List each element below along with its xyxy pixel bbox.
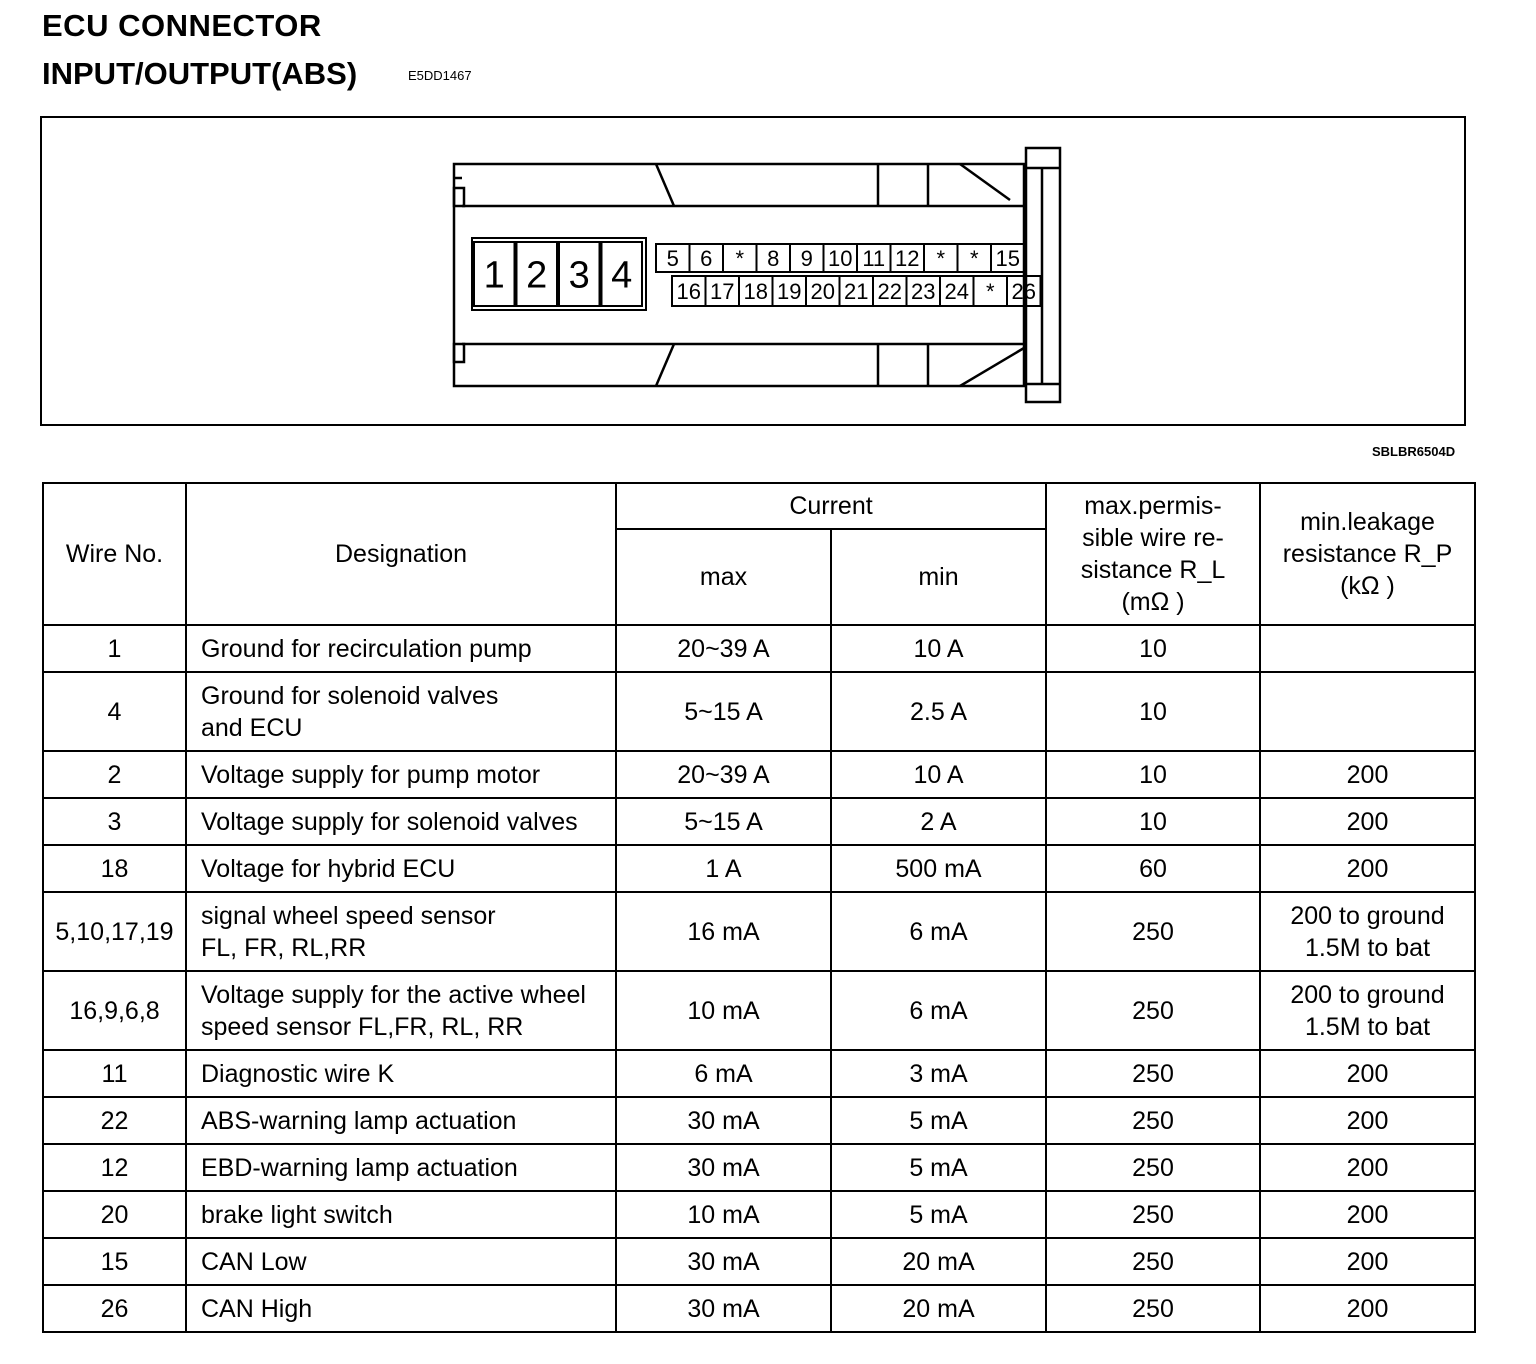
cell-wire-no: 4 xyxy=(43,672,186,751)
cell-current-min: 2.5 A xyxy=(831,672,1046,751)
cell-designation xyxy=(186,672,616,751)
cell-designation-line: EBD-warning lamp actuation xyxy=(201,1153,518,1182)
cell-leakage-line: 200 to ground xyxy=(1290,901,1445,930)
table-row xyxy=(43,1097,1475,1144)
cell-current-min: 20 mA xyxy=(831,1238,1046,1285)
table-row xyxy=(43,1050,1475,1097)
pin-bottom: 21 xyxy=(844,278,869,304)
cell-leakage-line: 200 xyxy=(1346,1153,1389,1182)
cell-leakage xyxy=(1260,1285,1475,1332)
header-leakage-line: resistance R_P xyxy=(1282,540,1453,568)
table-row xyxy=(43,1191,1475,1238)
cell-designation-line: Voltage for hybrid ECU xyxy=(201,854,456,883)
cell-current-min: 5 mA xyxy=(831,1144,1046,1191)
table-row xyxy=(43,751,1475,798)
cell-designation-line: ABS-warning lamp actuation xyxy=(201,1106,517,1135)
header-resistance xyxy=(1046,483,1260,625)
table-row xyxy=(43,1285,1475,1332)
pin-top: * xyxy=(936,245,946,271)
cell-leakage xyxy=(1260,971,1475,1050)
cell-leakage-line: 200 xyxy=(1346,1200,1389,1229)
pin-top: * xyxy=(735,245,745,271)
cell-designation xyxy=(186,1285,616,1332)
cell-current-max: 10 mA xyxy=(616,1191,831,1238)
table-row xyxy=(43,798,1475,845)
cell-resistance: 10 xyxy=(1046,751,1260,798)
cell-leakage xyxy=(1260,1097,1475,1144)
pin-top: 12 xyxy=(895,245,920,271)
connector-diagram xyxy=(42,118,1468,428)
cell-current-min: 10 A xyxy=(831,751,1046,798)
header-current-max: max xyxy=(616,529,831,625)
cell-resistance: 250 xyxy=(1046,1238,1260,1285)
large-pin: 1 xyxy=(483,254,505,297)
cell-leakage-line: 1.5M to bat xyxy=(1304,1012,1431,1041)
pin-bottom: 24 xyxy=(944,278,969,304)
cell-resistance: 250 xyxy=(1046,1097,1260,1144)
pin-top: 6 xyxy=(700,245,713,271)
header-resistance-line: (mΩ ) xyxy=(1121,588,1185,616)
cell-leakage-line: 1.5M to bat xyxy=(1304,933,1431,962)
cell-designation-line: speed sensor FL,FR, RL, RR xyxy=(201,1012,524,1041)
header-resistance-line: sistance R_L xyxy=(1080,556,1226,584)
document-code: E5DD1467 xyxy=(408,68,472,83)
cell-designation xyxy=(186,971,616,1050)
cell-leakage xyxy=(1260,845,1475,892)
cell-designation xyxy=(186,1097,616,1144)
cell-leakage-line: 200 xyxy=(1346,854,1389,883)
pin-bottom: 26 xyxy=(1011,278,1036,304)
cell-leakage xyxy=(1260,892,1475,971)
table-row xyxy=(43,1238,1475,1285)
header-current-min: min xyxy=(831,529,1046,625)
table-row xyxy=(43,892,1475,971)
pin-top: 5 xyxy=(666,245,679,271)
cell-current-min: 10 A xyxy=(831,625,1046,672)
cell-current-max: 10 mA xyxy=(616,971,831,1050)
cell-designation-line: Voltage supply for pump motor xyxy=(201,760,541,789)
cell-current-min: 6 mA xyxy=(831,971,1046,1050)
pin-bottom: * xyxy=(985,278,995,304)
io-spec-table xyxy=(42,482,1476,1333)
header-leakage-line: (kΩ ) xyxy=(1340,572,1395,600)
cell-designation xyxy=(186,1238,616,1285)
cell-designation-line: CAN Low xyxy=(201,1247,307,1276)
cell-current-max: 1 A xyxy=(616,845,831,892)
cell-designation-line: CAN High xyxy=(201,1294,313,1323)
pin-bottom: 16 xyxy=(676,278,701,304)
cell-designation xyxy=(186,1050,616,1097)
table-row xyxy=(43,625,1475,672)
cell-designation-line: Ground for solenoid valves xyxy=(201,681,499,710)
pin-bottom: 18 xyxy=(743,278,768,304)
cell-wire-no: 3 xyxy=(43,798,186,845)
cell-leakage xyxy=(1260,625,1475,672)
cell-resistance: 250 xyxy=(1046,1285,1260,1332)
large-pin: 3 xyxy=(568,254,590,297)
cell-current-min: 5 mA xyxy=(831,1097,1046,1144)
cell-current-max: 30 mA xyxy=(616,1285,831,1332)
cell-resistance: 10 xyxy=(1046,672,1260,751)
cell-leakage-line: 200 xyxy=(1346,1059,1389,1088)
cell-resistance: 60 xyxy=(1046,845,1260,892)
cell-leakage-line: 200 xyxy=(1346,1294,1389,1323)
page-title: ECU CONNECTOR xyxy=(42,8,322,43)
cell-current-min: 5 mA xyxy=(831,1191,1046,1238)
cell-designation-line: brake light switch xyxy=(201,1200,393,1229)
cell-resistance: 10 xyxy=(1046,798,1260,845)
cell-designation-line: signal wheel speed sensor xyxy=(201,901,496,930)
page-subtitle: INPUT/OUTPUT(ABS) xyxy=(42,56,358,91)
cell-current-min: 2 A xyxy=(831,798,1046,845)
cell-designation xyxy=(186,625,616,672)
header-current: Current xyxy=(616,483,1046,529)
cell-wire-no: 1 xyxy=(43,625,186,672)
cell-wire-no: 12 xyxy=(43,1144,186,1191)
cell-designation-line: and ECU xyxy=(201,713,303,742)
large-pin: 4 xyxy=(611,254,633,297)
cell-current-max: 16 mA xyxy=(616,892,831,971)
cell-designation-line: Ground for recirculation pump xyxy=(201,634,532,663)
cell-designation xyxy=(186,845,616,892)
cell-current-max: 30 mA xyxy=(616,1144,831,1191)
cell-wire-no: 11 xyxy=(43,1050,186,1097)
cell-resistance: 250 xyxy=(1046,892,1260,971)
figure-code: SBLBR6504D xyxy=(1372,444,1456,459)
pin-bottom: 23 xyxy=(911,278,936,304)
cell-current-max: 30 mA xyxy=(616,1097,831,1144)
pin-top: * xyxy=(969,245,979,271)
pin-bottom: 19 xyxy=(777,278,802,304)
cell-current-min: 20 mA xyxy=(831,1285,1046,1332)
cell-designation-line: Voltage supply for solenoid valves xyxy=(201,807,578,836)
cell-designation-line: FL, FR, RL,RR xyxy=(201,933,367,962)
cell-wire-no: 16,9,6,8 xyxy=(43,971,186,1050)
cell-leakage xyxy=(1260,1238,1475,1285)
pin-bottom: 17 xyxy=(710,278,735,304)
cell-designation xyxy=(186,892,616,971)
cell-current-min: 6 mA xyxy=(831,892,1046,971)
pin-top: 11 xyxy=(862,245,886,271)
table-row xyxy=(43,1144,1475,1191)
pin-bottom: 22 xyxy=(877,278,902,304)
cell-designation xyxy=(186,1191,616,1238)
cell-leakage xyxy=(1260,1144,1475,1191)
cell-leakage-line: 200 xyxy=(1346,760,1389,789)
table-row xyxy=(43,845,1475,892)
pin-top: 15 xyxy=(995,245,1020,271)
connector-figure xyxy=(40,116,1466,426)
cell-wire-no: 22 xyxy=(43,1097,186,1144)
cell-leakage-line: 200 xyxy=(1346,1106,1389,1135)
cell-leakage xyxy=(1260,751,1475,798)
cell-current-max: 20~39 A xyxy=(616,625,831,672)
table-row xyxy=(43,672,1475,751)
cell-leakage xyxy=(1260,1191,1475,1238)
header-leakage-line: min.leakage xyxy=(1300,508,1435,536)
table-row xyxy=(43,971,1475,1050)
cell-wire-no: 18 xyxy=(43,845,186,892)
cell-designation xyxy=(186,798,616,845)
pin-top: 9 xyxy=(800,245,813,271)
header-leakage xyxy=(1260,483,1475,625)
cell-wire-no: 26 xyxy=(43,1285,186,1332)
cell-wire-no: 15 xyxy=(43,1238,186,1285)
header-designation: Designation xyxy=(186,483,616,625)
cell-wire-no: 20 xyxy=(43,1191,186,1238)
large-pin: 2 xyxy=(526,254,548,297)
cell-designation xyxy=(186,1144,616,1191)
header-wire-no: Wire No. xyxy=(43,483,186,625)
cell-wire-no: 2 xyxy=(43,751,186,798)
cell-current-max: 5~15 A xyxy=(616,798,831,845)
cell-leakage-line: 200 xyxy=(1346,807,1389,836)
cell-designation xyxy=(186,751,616,798)
cell-resistance: 250 xyxy=(1046,1191,1260,1238)
header-resistance-line: sible wire re- xyxy=(1082,524,1224,552)
cell-resistance: 10 xyxy=(1046,625,1260,672)
cell-current-min: 500 mA xyxy=(831,845,1046,892)
cell-resistance: 250 xyxy=(1046,1144,1260,1191)
pin-bottom: 20 xyxy=(810,278,835,304)
header-resistance-line: max.permis- xyxy=(1084,492,1222,520)
cell-current-max: 20~39 A xyxy=(616,751,831,798)
cell-current-max: 6 mA xyxy=(616,1050,831,1097)
cell-current-max: 5~15 A xyxy=(616,672,831,751)
pin-top: 10 xyxy=(828,245,853,271)
cell-current-min: 3 mA xyxy=(831,1050,1046,1097)
cell-designation-line: Voltage supply for the active wheel xyxy=(201,980,586,1009)
cell-resistance: 250 xyxy=(1046,1050,1260,1097)
cell-leakage-line: 200 to ground xyxy=(1290,980,1445,1009)
cell-leakage xyxy=(1260,672,1475,751)
pin-top: 8 xyxy=(767,245,780,271)
cell-leakage xyxy=(1260,798,1475,845)
cell-leakage-line: 200 xyxy=(1346,1247,1389,1276)
cell-wire-no: 5,10,17,19 xyxy=(43,892,186,971)
cell-resistance: 250 xyxy=(1046,971,1260,1050)
cell-current-max: 30 mA xyxy=(616,1238,831,1285)
cell-leakage xyxy=(1260,1050,1475,1097)
cell-designation-line: Diagnostic wire K xyxy=(201,1059,395,1088)
